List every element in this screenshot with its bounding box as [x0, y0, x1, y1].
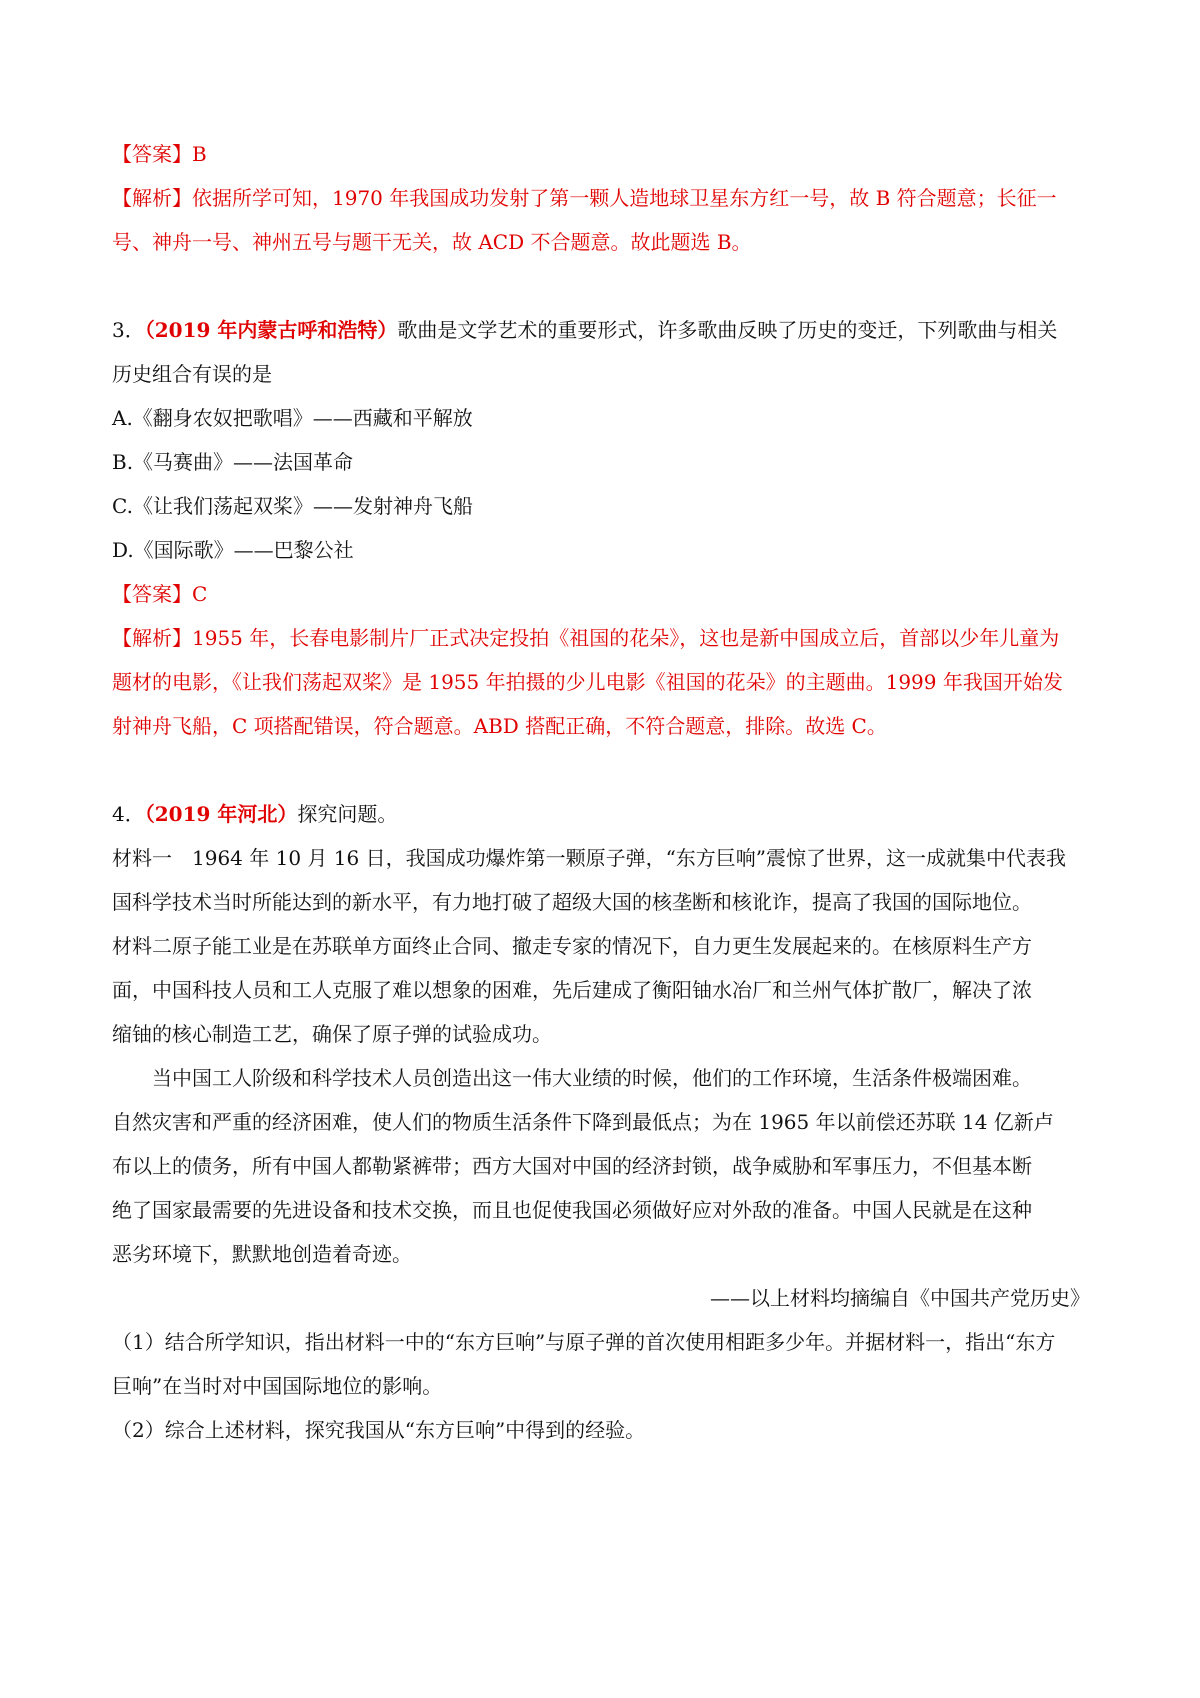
q4-stem-text: 探究问题。: [297, 802, 398, 826]
q3-stem-line-2: 历史组合有误的是: [112, 362, 272, 386]
q4-number: 4．: [112, 802, 145, 826]
q2-analysis-line-2: 号、神舟一号、神州五号与题干无关，故 ACD 不合题意。故此题选 B。: [112, 230, 752, 254]
q4-source: （2019 年河北）: [144, 802, 298, 826]
q4-paragraph-line-3: 布以上的债务，所有中国人都勒紧裤带；西方大国对中国的经济封锁，战争威胁和军事压力，不但基本断: [112, 1154, 1032, 1178]
q4-citation: ——以上材料均摘编自《中国共产党历史》: [710, 1286, 1090, 1310]
q4-subquestion-1-line-2: 巨响”在当时对中国国际地位的影响。: [112, 1374, 443, 1398]
q3-analysis-line-2: 题材的电影，《让我们荡起双桨》是 1955 年拍摄的少儿电影《祖国的花朵》的主题曲。1999 年我国开始发: [112, 670, 1063, 694]
q4-paragraph-line-4: 绝了国家最需要的先进设备和技术交换，而且也促使我国必须做好应对外敌的准备。中国人民就是在这种: [112, 1198, 1032, 1222]
q4-material-1-line-2: 国科学技术当时所能达到的新水平，有力地打破了超级大国的核垄断和核讹诈，提高了我国的国际地位。: [112, 890, 1032, 914]
q3-answer: 【答案】C: [112, 582, 208, 606]
q3-stem-line-1: [112, 316, 1102, 344]
q3-number: 3．: [112, 318, 145, 342]
q3-option-a: A.《翻身农奴把歌唱》——西藏和平解放: [112, 406, 473, 430]
q3-option-c: C.《让我们荡起双桨》——发射神舟飞船: [112, 494, 473, 518]
q3-analysis-line-1: 【解析】1955 年，长春电影制片厂正式决定投拍《祖国的花朵》，这也是新中国成立后，首部以少年儿童为: [112, 626, 1060, 650]
q3-option-d: D.《国际歌》——巴黎公社: [112, 538, 354, 562]
q4-material-2-line-3: 缩铀的核心制造工艺，确保了原子弹的试验成功。: [112, 1022, 552, 1046]
q4-paragraph-line-5: 恶劣环境下，默默地创造着奇迹。: [112, 1242, 412, 1266]
q3-analysis-line-3: 射神舟飞船，C 项搭配错误，符合题意。ABD 搭配正确，不符合题意，排除。故选 C。: [112, 714, 887, 738]
q3-source: （2019 年内蒙古呼和浩特）: [144, 318, 398, 342]
q2-answer: 【答案】B: [112, 142, 207, 166]
q2-analysis-line-1: 【解析】依据所学可知，1970 年我国成功发射了第一颗人造地球卫星东方红一号，故 B 符合题意；长征一: [112, 186, 1057, 210]
q4-subquestion-1-line-1: （1）结合所学知识，指出材料一中的“东方巨响”与原子弹的首次使用相距多少年。并据材料一，指出“东方: [112, 1330, 1056, 1354]
q4-paragraph-line-2: 自然灾害和严重的经济困难，使人们的物质生活条件下降到最低点；为在 1965 年以前偿还苏联 14 亿新卢: [112, 1110, 1054, 1134]
q4-paragraph-line-1: 当中国工人阶级和科学技术人员创造出这一伟大业绩的时候，他们的工作环境，生活条件极端困难。: [152, 1066, 1032, 1090]
q3-stem-text: 歌曲是文学艺术的重要形式，许多歌曲反映了历史的变迁，下列歌曲与相关: [397, 318, 1058, 342]
q3-option-b: B.《马赛曲》——法国革命: [112, 450, 354, 474]
q4-material-1-line-1: 材料一 1964 年 10 月 16 日，我国成功爆炸第一颗原子弹，“东方巨响”震惊了世界，这一成就集中代表我: [112, 846, 1067, 870]
q4-material-2-line-2: 面，中国科技人员和工人克服了难以想象的困难，先后建成了衡阳铀水冶厂和兰州气体扩散厂，解决了浓: [112, 978, 1032, 1002]
q4-subquestion-2: （2）综合上述材料，探究我国从“东方巨响”中得到的经验。: [112, 1418, 646, 1442]
q4-material-2-line-1: 材料二原子能工业是在苏联单方面终止合同、撤走专家的情况下，自力更生发展起来的。在核原料生产方: [112, 934, 1032, 958]
q4-stem: [112, 800, 1102, 828]
